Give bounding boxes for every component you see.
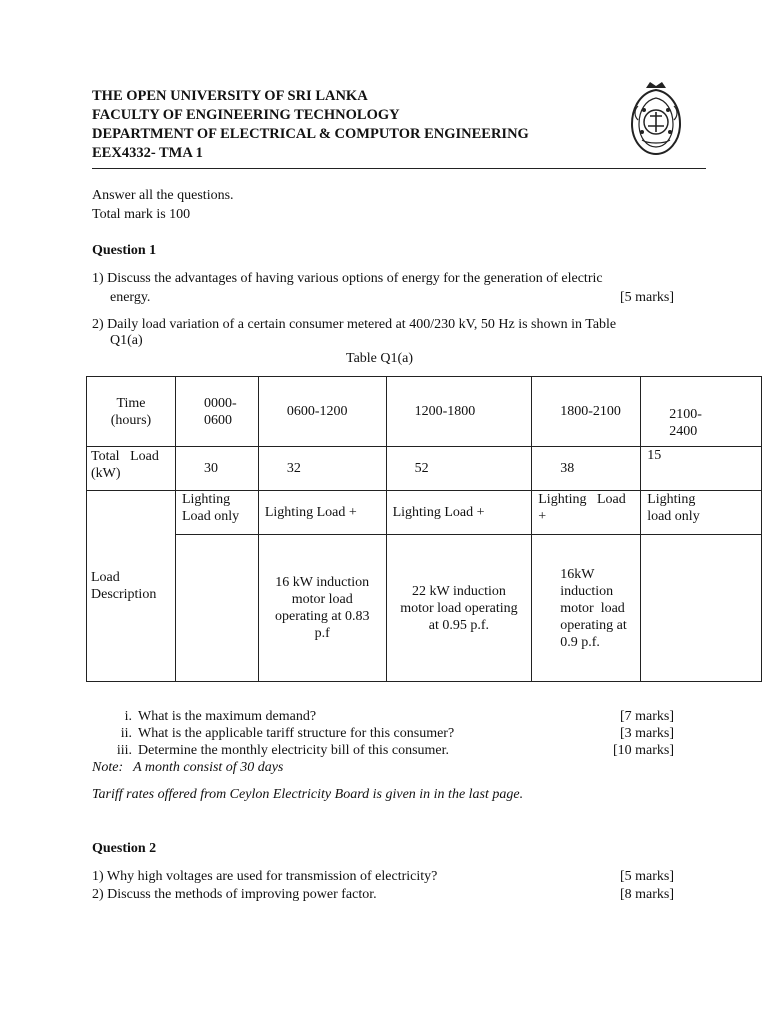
period-cell <box>258 377 386 447</box>
lighting-cell <box>386 491 532 535</box>
q1-part1-marks: [5 marks] <box>619 290 674 305</box>
table-caption: Table Q1(a) <box>346 351 414 366</box>
cell-line: load only <box>647 509 700 524</box>
table-row-total-load <box>87 447 762 491</box>
instruction-total-mark: Total mark is 100 <box>92 207 191 222</box>
university-name: THE OPEN UNIVERSITY OF SRI LANKA <box>92 88 368 104</box>
cell-line: motor load <box>560 600 625 616</box>
cell-line: (kW) <box>91 466 121 481</box>
q2-part1: 1) Why high voltages are used for transmission of electricity? <box>92 869 438 884</box>
cell-line: at 0.95 p.f. <box>428 617 490 633</box>
cell-line: p.f <box>314 626 330 641</box>
total-load-cell: 15 <box>641 447 762 491</box>
period-cell <box>641 377 762 447</box>
sub-question-text: What is the applicable tariff structure for this consumer? <box>138 726 455 741</box>
document-header <box>92 87 529 163</box>
cell-line: operating at <box>560 617 627 633</box>
cell-line: 0600-1200 <box>286 404 348 419</box>
question-1-title: Question 1 <box>92 243 157 258</box>
cell-line: Load <box>91 570 120 585</box>
instruction-answer-all: Answer all the questions. <box>92 188 234 203</box>
sub-question-1-marks: [7 marks] <box>619 709 674 724</box>
course-code: EEX4332- TMA 1 <box>92 145 203 161</box>
sub-question-1 <box>92 708 316 726</box>
q1-part1-line1: 1) Discuss the advantages of having various options of energy for the generation of electric <box>92 271 603 286</box>
note-text: A month consist of 30 days <box>133 760 284 775</box>
cell-line: 16 kW induction <box>275 575 370 590</box>
cell-line: 2400 <box>669 423 698 439</box>
cell-line: 2100- <box>669 406 702 422</box>
total-load-cell: 38 <box>532 447 641 491</box>
period-cell <box>175 377 258 447</box>
total-load-cell: 30 <box>175 447 258 491</box>
cell-line: induction <box>560 583 614 599</box>
motor-load-cell <box>175 535 258 682</box>
total-load-cell: 32 <box>258 447 386 491</box>
table-row-motor-load <box>87 535 762 682</box>
motor-load-cell <box>532 535 641 682</box>
cell-line: 16kW <box>560 566 595 582</box>
table-row-lighting <box>87 491 762 535</box>
cell-line: Total Load <box>91 449 159 464</box>
load-variation-table <box>86 376 762 682</box>
department-name: DEPARTMENT OF ELECTRICAL & COMPUTOR ENGINEERING <box>92 126 529 142</box>
lighting-cell <box>175 491 258 535</box>
header-divider <box>92 168 706 169</box>
sub-question-number: ii. <box>120 726 132 741</box>
cell-line: 0000- <box>203 395 237 411</box>
sub-question-number: iii. <box>116 743 132 758</box>
q2-part2: 2) Discuss the methods of improving power factor. <box>92 887 377 902</box>
cell-line: Description <box>91 587 157 602</box>
q2-part2-marks: [8 marks] <box>619 887 674 902</box>
note-label: Note: <box>92 760 124 775</box>
q2-part1-marks: [5 marks] <box>619 869 674 884</box>
cell-line: 1200-1800 <box>414 404 476 419</box>
cell-line: Lighting Load <box>538 492 626 507</box>
sub-question-text: Determine the monthly electricity bill of this consumer. <box>138 743 450 758</box>
cell-line: 1800-2100 <box>560 404 621 419</box>
cell-line: Lighting <box>181 492 231 507</box>
motor-load-cell <box>386 535 532 682</box>
note-line <box>92 759 283 777</box>
cell-line: motor load operating <box>400 600 518 616</box>
q1-part1-line2: energy. <box>110 290 151 305</box>
motor-load-cell <box>258 535 386 682</box>
motor-load-cell <box>641 535 762 682</box>
total-load-label-cell <box>87 447 176 491</box>
period-cell <box>386 377 532 447</box>
cell-line: (hours) <box>110 412 152 428</box>
sub-question-3-marks: [10 marks] <box>612 743 674 758</box>
faculty-name: FACULTY OF ENGINEERING TECHNOLOGY <box>92 107 400 123</box>
lighting-cell <box>641 491 762 535</box>
sub-question-2 <box>92 725 454 743</box>
q1-part2-line2: Q1(a) <box>110 333 143 348</box>
cell-line: 0600 <box>203 412 232 428</box>
cell-line: 0.9 p.f. <box>560 634 600 650</box>
cell-line: Lighting Load + <box>392 505 485 520</box>
question-2-title: Question 2 <box>92 841 157 856</box>
q1-part2-line1: 2) Daily load variation of a certain consumer metered at 400/230 kV, 50 Hz is shown in Table <box>92 317 617 332</box>
cell-line: Time <box>116 395 146 411</box>
sub-question-3 <box>92 742 449 760</box>
cell-line: Lighting Load + <box>264 505 357 520</box>
cell-line: operating at 0.83 <box>274 609 370 624</box>
cell-line: 22 kW induction <box>412 583 506 599</box>
university-crest-logo <box>624 80 688 160</box>
sub-question-number: i. <box>124 709 132 724</box>
time-header-cell <box>87 377 176 447</box>
total-load-cell: 52 <box>386 447 532 491</box>
cell-line: Load only <box>181 509 240 524</box>
table-row-time <box>87 377 762 447</box>
tariff-note: Tariff rates offered from Ceylon Electricity Board is given in in the last page. <box>92 787 524 802</box>
cell-line: motor load <box>291 592 353 607</box>
sub-question-2-marks: [3 marks] <box>619 726 674 741</box>
cell-line: Lighting <box>647 492 696 507</box>
sub-question-text: What is the maximum demand? <box>138 709 317 724</box>
period-cell <box>532 377 641 447</box>
lighting-cell <box>258 491 386 535</box>
cell-line: + <box>538 509 547 524</box>
load-description-label-cell <box>87 491 176 682</box>
lighting-cell <box>532 491 641 535</box>
